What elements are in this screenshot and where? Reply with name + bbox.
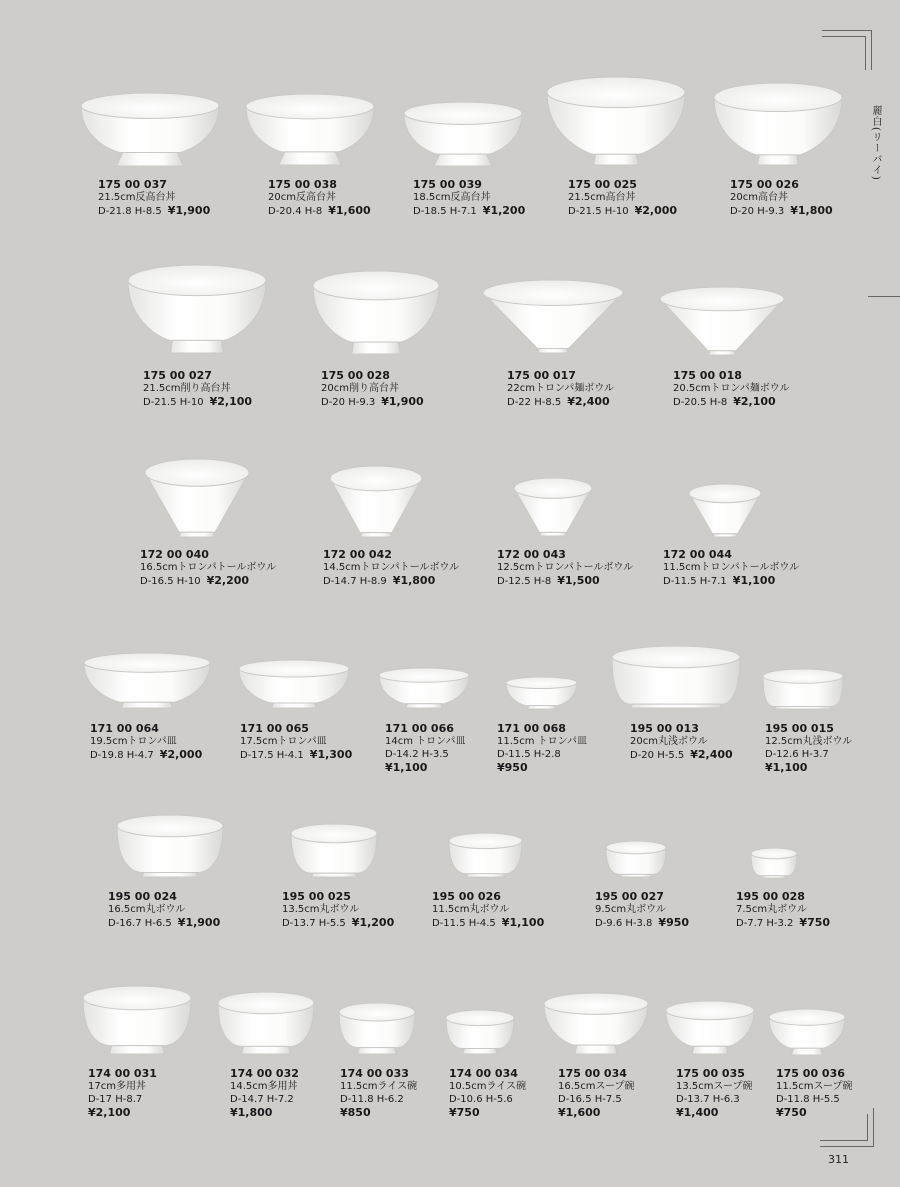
product-code: 174 00 031 — [88, 1067, 157, 1080]
product-code: 195 00 028 — [736, 890, 805, 903]
product-name: 11.5cm トロンパ皿 — [497, 736, 587, 747]
product-price: ¥2,400 — [690, 748, 733, 761]
product-price: ¥1,100 — [385, 761, 428, 774]
product-caption — [507, 369, 614, 409]
product-dimensions: D-11.5 H-7.1 — [663, 576, 727, 587]
product-price: ¥850 — [340, 1106, 371, 1119]
product-name: 17.5cmトロンパ皿 — [240, 736, 327, 747]
product-name: 19.5cmトロンパ皿 — [90, 736, 177, 747]
product-dimensions: D-20 H-5.5 — [630, 750, 685, 761]
product-code: 171 00 064 — [90, 722, 159, 735]
product-dimensions: D-7.7 H-3.2 — [736, 918, 794, 929]
product-caption — [432, 890, 544, 930]
product-dimensions: D-11.8 H-5.5 — [776, 1094, 840, 1105]
product-photo — [80, 92, 220, 167]
product-dimensions: D-17 H-8.7 — [88, 1094, 143, 1105]
product-price: ¥750 — [449, 1106, 480, 1119]
product-spec-line — [736, 916, 830, 930]
product-name: 14cm トロンパ皿 — [385, 736, 466, 747]
product-name: 21.5cm削り高台丼 — [143, 383, 231, 394]
corner-line-bottom-h1 — [820, 1146, 874, 1147]
product-price: ¥1,200 — [351, 916, 395, 929]
product-code: 175 00 026 — [730, 178, 799, 191]
product-photo — [659, 286, 785, 356]
product-spec-line — [268, 204, 371, 218]
product-spec-line — [568, 204, 677, 218]
product-photo — [83, 652, 211, 709]
product-caption — [385, 722, 465, 774]
product-dimensions: D-13.7 H-5.5 — [282, 918, 346, 929]
product-dimensions: D-10.6 H-5.6 — [449, 1094, 513, 1105]
product-code: 172 00 042 — [323, 548, 392, 561]
corner-line-bottom-v2 — [867, 1114, 868, 1141]
product-photo — [144, 458, 250, 538]
product-photo — [378, 667, 470, 709]
product-caption — [630, 722, 733, 762]
product-caption — [673, 369, 790, 409]
product-price: ¥1,900 — [167, 204, 211, 217]
product-code: 195 00 024 — [108, 890, 177, 903]
product-spec-line — [340, 1093, 417, 1119]
product-name: 20cm反高台丼 — [268, 192, 336, 203]
product-price: ¥1,200 — [482, 204, 526, 217]
product-dimensions: D-20.5 H-8 — [673, 397, 728, 408]
product-caption — [730, 178, 833, 218]
product-photo — [217, 991, 315, 1055]
product-code: 175 00 028 — [321, 369, 390, 382]
product-name: 9.5cm丸ボウル — [595, 904, 666, 915]
product-code: 174 00 032 — [230, 1067, 299, 1080]
product-dimensions: D-16.5 H-10 — [140, 576, 201, 587]
product-photo — [238, 659, 350, 709]
product-price: ¥2,100 — [88, 1106, 131, 1119]
product-name: 22cmトロンパ麺ボウル — [507, 383, 614, 394]
product-code: 175 00 018 — [673, 369, 742, 382]
product-code: 195 00 015 — [765, 722, 834, 735]
product-name: 20cm丸浅ボウル — [630, 736, 708, 747]
product-code: 174 00 034 — [449, 1067, 518, 1080]
product-code: 175 00 036 — [776, 1067, 845, 1080]
corner-line-bottom-v1 — [873, 1108, 874, 1147]
product-photo — [116, 814, 224, 878]
product-caption — [282, 890, 394, 930]
product-dimensions: D-9.6 H-3.8 — [595, 918, 653, 929]
product-code: 175 00 027 — [143, 369, 212, 382]
product-code: 175 00 025 — [568, 178, 637, 191]
product-price: ¥1,800 — [790, 204, 833, 217]
product-caption — [321, 369, 424, 409]
product-name: 13.5cmスープ碗 — [676, 1081, 753, 1092]
product-name: 21.5cm高台丼 — [568, 192, 636, 203]
product-price: ¥1,100 — [765, 761, 808, 774]
product-photo — [768, 1008, 846, 1056]
product-photo — [762, 668, 844, 710]
product-spec-line — [230, 1093, 299, 1119]
product-name: 16.5cmスープ碗 — [558, 1081, 635, 1092]
product-name: 20cm高台丼 — [730, 192, 788, 203]
product-caption — [568, 178, 677, 218]
product-price: ¥2,100 — [733, 395, 776, 408]
product-photo — [312, 270, 440, 355]
product-spec-line — [240, 748, 352, 762]
product-price: ¥1,100 — [732, 574, 776, 587]
product-caption — [90, 722, 202, 762]
product-price: ¥750 — [776, 1106, 807, 1119]
product-price: ¥2,000 — [159, 748, 203, 761]
product-price: ¥1,900 — [381, 395, 424, 408]
product-spec-line — [730, 204, 833, 218]
product-price: ¥750 — [799, 916, 831, 929]
page-number: 311 — [828, 1153, 849, 1166]
product-photo — [611, 645, 741, 709]
product-price: ¥1,900 — [177, 916, 221, 929]
product-code: 171 00 065 — [240, 722, 309, 735]
product-caption — [140, 548, 276, 588]
product-photo — [546, 76, 686, 166]
product-name: 12.5cmトロンパトールボウル — [497, 562, 634, 573]
product-price: ¥950 — [497, 761, 528, 774]
product-code: 174 00 033 — [340, 1067, 409, 1080]
product-code: 175 00 034 — [558, 1067, 627, 1080]
product-name: 16.5cmトロンパトールボウル — [140, 562, 277, 573]
product-spec-line — [385, 748, 465, 774]
product-price: ¥1,500 — [557, 574, 600, 587]
product-spec-line — [143, 395, 252, 409]
product-name: 14.5cmトロンパトールボウル — [323, 562, 460, 573]
product-photo — [403, 101, 523, 167]
product-name: 13.5cm丸ボウル — [282, 904, 360, 915]
corner-line-top-h2 — [822, 36, 866, 37]
product-caption — [108, 890, 220, 930]
product-spec-line — [108, 916, 220, 930]
product-photo — [665, 1000, 755, 1055]
product-dimensions: D-11.5 H-2.8 — [497, 749, 561, 760]
product-photo — [543, 992, 649, 1055]
product-code: 195 00 013 — [630, 722, 699, 735]
product-dimensions: D-20 H-9.3 — [730, 206, 785, 217]
product-spec-line — [630, 748, 733, 762]
product-photo — [713, 82, 843, 166]
product-photo — [245, 93, 375, 166]
corner-line-bottom-h2 — [820, 1140, 868, 1141]
product-code: 175 00 038 — [268, 178, 337, 191]
product-name: 11.5cm丸ボウル — [432, 904, 510, 915]
product-price: ¥1,100 — [501, 916, 545, 929]
product-caption — [765, 722, 852, 774]
product-spec-line — [140, 574, 276, 588]
product-spec-line — [765, 748, 852, 774]
product-price: ¥1,300 — [309, 748, 353, 761]
product-code: 172 00 044 — [663, 548, 732, 561]
product-dimensions: D-19.8 H-4.7 — [90, 750, 154, 761]
product-spec-line — [98, 204, 210, 218]
product-dimensions: D-16.7 H-6.5 — [108, 918, 172, 929]
product-spec-line — [432, 916, 544, 930]
product-spec-line — [321, 395, 424, 409]
product-spec-line — [676, 1093, 753, 1119]
product-name: 17cm多用丼 — [88, 1081, 146, 1092]
product-price: ¥1,600 — [328, 204, 371, 217]
product-photo — [127, 264, 267, 354]
product-dimensions: D-12.5 H-8 — [497, 576, 552, 587]
product-caption — [497, 548, 633, 588]
product-spec-line — [776, 1093, 853, 1119]
product-caption — [663, 548, 799, 588]
product-photo — [688, 483, 762, 538]
product-spec-line — [449, 1093, 526, 1119]
product-dimensions: D-17.5 H-4.1 — [240, 750, 304, 761]
product-spec-line — [673, 395, 790, 409]
product-code: 171 00 066 — [385, 722, 454, 735]
product-dimensions: D-12.6 H-3.7 — [765, 749, 829, 760]
product-dimensions: D-21.5 H-10 — [143, 397, 204, 408]
corner-line-top-v2 — [865, 36, 866, 70]
product-price: ¥2,000 — [634, 204, 678, 217]
product-price: ¥1,800 — [230, 1106, 273, 1119]
product-photo — [338, 1002, 416, 1055]
product-photo — [605, 840, 667, 878]
product-photo — [750, 847, 798, 879]
product-dimensions: D-14.2 H-3.5 — [385, 749, 449, 760]
product-caption — [88, 1067, 157, 1119]
product-code: 195 00 026 — [432, 890, 501, 903]
product-photo — [82, 985, 192, 1055]
product-photo — [482, 279, 624, 354]
product-code: 175 00 017 — [507, 369, 576, 382]
product-spec-line — [323, 574, 459, 588]
product-price: ¥1,600 — [558, 1106, 601, 1119]
product-photo — [505, 676, 578, 710]
product-photo — [290, 823, 378, 878]
product-dimensions: D-16.5 H-7.5 — [558, 1094, 622, 1105]
series-side-label: 麗白(リーバイ) — [870, 105, 881, 181]
product-spec-line — [507, 395, 614, 409]
product-spec-line — [282, 916, 394, 930]
product-dimensions: D-14.7 H-7.2 — [230, 1094, 294, 1105]
product-price: ¥1,400 — [676, 1106, 719, 1119]
product-caption — [776, 1067, 853, 1119]
product-spec-line — [88, 1093, 157, 1119]
product-dimensions: D-14.7 H-8.9 — [323, 576, 387, 587]
product-code: 171 00 068 — [497, 722, 566, 735]
product-dimensions: D-22 H-8.5 — [507, 397, 562, 408]
product-name: 11.5cmトロンパトールボウル — [663, 562, 800, 573]
product-spec-line — [413, 204, 525, 218]
product-dimensions: D-18.5 H-7.1 — [413, 206, 477, 217]
product-caption — [268, 178, 371, 218]
product-price: ¥1,800 — [392, 574, 436, 587]
product-caption — [558, 1067, 635, 1119]
product-caption — [240, 722, 352, 762]
product-photo — [329, 465, 423, 538]
product-caption — [676, 1067, 753, 1119]
product-caption — [736, 890, 830, 930]
product-name: 20.5cmトロンパ麺ボウル — [673, 383, 790, 394]
product-name: 18.5cm反高台丼 — [413, 192, 491, 203]
product-price: ¥2,100 — [209, 395, 253, 408]
product-code: 175 00 039 — [413, 178, 482, 191]
product-code: 195 00 027 — [595, 890, 664, 903]
product-name: 12.5cm丸浅ボウル — [765, 736, 853, 747]
product-name: 10.5cmライス碗 — [449, 1081, 527, 1092]
product-caption — [497, 722, 587, 774]
product-photo — [445, 1009, 515, 1055]
product-name: 16.5cm丸ボウル — [108, 904, 186, 915]
product-dimensions: D-20 H-9.3 — [321, 397, 376, 408]
product-caption — [449, 1067, 526, 1119]
product-caption — [143, 369, 252, 409]
corner-line-top-h1 — [822, 30, 872, 31]
product-code: 172 00 043 — [497, 548, 566, 561]
product-name: 14.5cm多用丼 — [230, 1081, 298, 1092]
chapter-divider — [868, 296, 900, 297]
product-price: ¥2,400 — [567, 395, 610, 408]
product-dimensions: D-13.7 H-6.3 — [676, 1094, 740, 1105]
product-photo — [513, 477, 593, 537]
product-caption — [98, 178, 210, 218]
product-dimensions: D-21.8 H-8.5 — [98, 206, 162, 217]
product-code: 175 00 037 — [98, 178, 167, 191]
product-name: 11.5cmライス碗 — [340, 1081, 418, 1092]
product-photo — [448, 832, 523, 878]
product-spec-line — [497, 748, 587, 774]
product-caption — [230, 1067, 299, 1119]
product-dimensions: D-11.8 H-6.2 — [340, 1094, 404, 1105]
product-spec-line — [558, 1093, 635, 1119]
product-code: 175 00 035 — [676, 1067, 745, 1080]
product-caption — [340, 1067, 417, 1119]
product-spec-line — [595, 916, 689, 930]
product-caption — [413, 178, 525, 218]
product-code: 172 00 040 — [140, 548, 209, 561]
product-spec-line — [90, 748, 202, 762]
product-price: ¥2,200 — [206, 574, 250, 587]
product-caption — [595, 890, 689, 930]
product-spec-line — [663, 574, 799, 588]
product-dimensions: D-11.5 H-4.5 — [432, 918, 496, 929]
product-name: 7.5cm丸ボウル — [736, 904, 807, 915]
corner-line-top-v1 — [871, 30, 872, 70]
product-dimensions: D-20.4 H-8 — [268, 206, 323, 217]
product-name: 20cm削り高台丼 — [321, 383, 399, 394]
product-caption — [323, 548, 459, 588]
product-spec-line — [497, 574, 633, 588]
product-name: 21.5cm反高台丼 — [98, 192, 176, 203]
product-name: 11.5cmスープ碗 — [776, 1081, 853, 1092]
product-price: ¥950 — [658, 916, 690, 929]
product-dimensions: D-21.5 H-10 — [568, 206, 629, 217]
product-code: 195 00 025 — [282, 890, 351, 903]
